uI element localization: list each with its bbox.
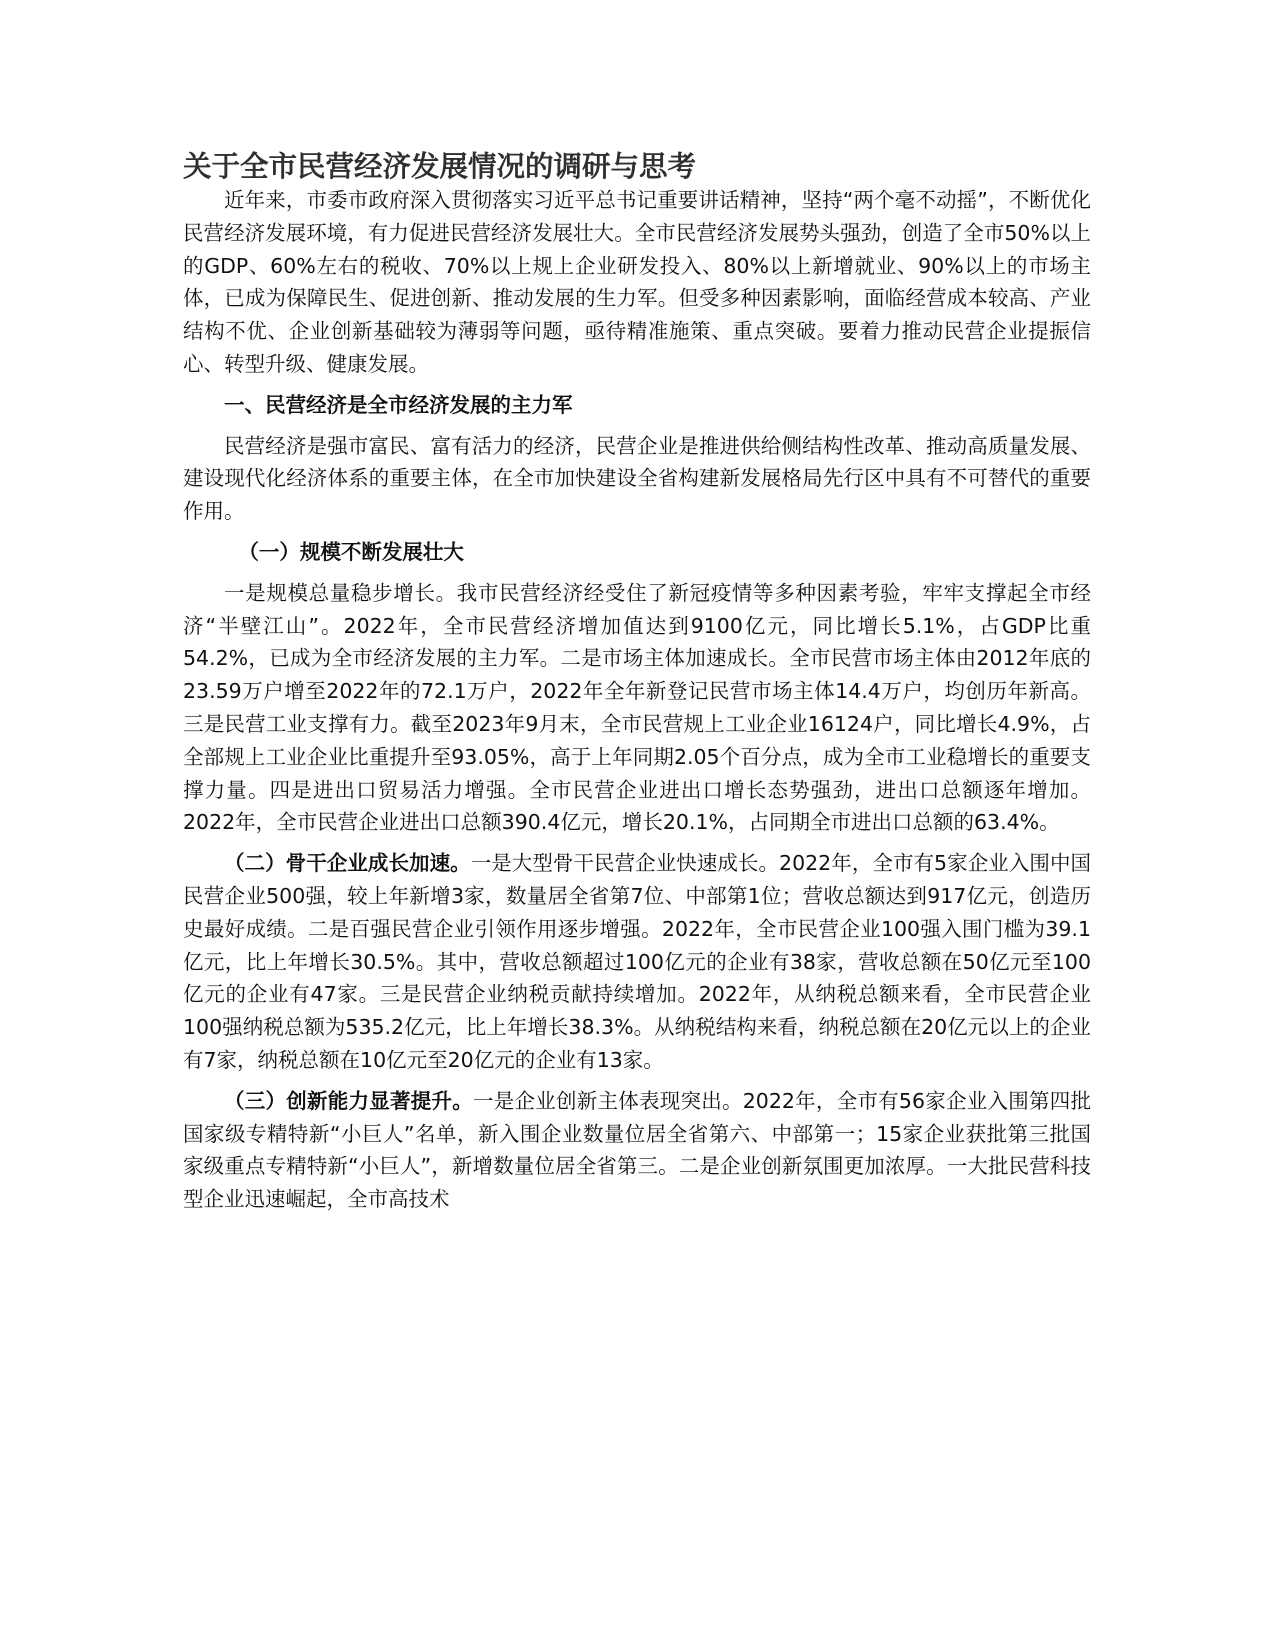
subsection-heading-scale: （一）规模不断发展壮大 [238, 539, 464, 564]
innovation-lead: （三）创新能力显著提升。 [224, 1088, 473, 1113]
backbone-enterprises-lead: （二）骨干企业成长加速。 [224, 851, 471, 876]
intro-paragraph: 近年来，市委市政府深入贯彻落实习近平总书记重要讲话精神，坚持“两个毫不动摇”，不断优化民营经济发展环境，有力促进民营经济发展壮大。全市民营经济发展势头强劲，创造了全市50%以上的GDP、60%左右的税收、70%以上规上企业研发投入、80%以上新增就业、90%以上的市场主体，已成为保障民生、促进创新、推动发展的生力军。但受多种因素影响，面临经营成本较高、产业结构不优、企业创新基础较为薄弱等问题，亟待精准施策、重点突破。要着力推动民营企业提振信心、转型升级、健康发展。 [183, 188, 1091, 376]
innovation-body: 一是企业创新主体表现突出。2022年，全市有56家企业入围第四批国家级专精特新“小巨人”名单，新入围企业数量位居全省第六、中部第一；15家企业获批第三批国家级重点专精特新“小巨人”，新增数量位居全省第三。二是企业创新氛围更加浓厚。一大批民营科技型企业迅速崛起，全市高技术 [183, 1088, 1091, 1212]
section-heading: 一、民营经济是全市经济发展的主力军 [224, 392, 573, 417]
backbone-enterprises-paragraph [183, 847, 1091, 1077]
section-intro-paragraph: 民营经济是强市富民、富有活力的经济，民营企业是推进供给侧结构性改革、推动高质量发展、建设现代化经济体系的重要主体，在全市加快建设全省构建新发展格局先行区中具有不可替代的重要作用。 [183, 433, 1091, 524]
document-body [183, 150, 1091, 1216]
scale-paragraph: 一是规模总量稳步增长。我市民营经济经受住了新冠疫情等多种因素考验，牢牢支撑起全市经济“半壁江山”。2022年，全市民营经济增加值达到9100亿元，同比增长5.1%，占GDP比重54.2%，已成为全市经济发展的主力军。二是市场主体加速成长。全市民营市场主体由2012年底的23.59万户增至2022年的72.1万户，2022年全年新登记民营市场主体14.4万户，均创历年新高。三是民营工业支撑有力。截至2023年9月末，全市民营规上工业企业16124户，同比增长4.9%，占全部规上工业企业比重提升至93.05%，高于上年同期2.05个百分点，成为全市工业稳增长的重要支撑力量。四是进出口贸易活力增强。全市民营企业进出口增长态势强劲，进出口总额逐年增加。2022年，全市民营企业进出口总额390.4亿元，增长20.1%，占同期全市进出口总额的63.4%。 [183, 580, 1091, 835]
innovation-paragraph [183, 1085, 1091, 1216]
document-title: 关于全市民营经济发展情况的调研与思考 [183, 150, 697, 183]
backbone-enterprises-body: 一是大型骨干民营企业快速成长。2022年，全市有5家企业入围中国民营企业500强，较上年新增3家，数量居全省第7位、中部第1位；营收总额达到917亿元，创造历史最好成绩。二是百强民营企业引领作用逐步增强。2022年，全市民营企业100强入围门槛为39.1亿元，比上年增长30.5%。其中，营收总额超过100亿元的企业有38家，营收总额在50亿元至100亿元的企业有47家。三是民营企业纳税贡献持续增加。2022年，从纳税总额来看，全市民营企业100强纳税总额为535.2亿元，比上年增长38.3%。从纳税结构来看，纳税总额在20亿元以上的企业有7家，纳税总额在10亿元至20亿元的企业有13家。 [183, 851, 1091, 1072]
